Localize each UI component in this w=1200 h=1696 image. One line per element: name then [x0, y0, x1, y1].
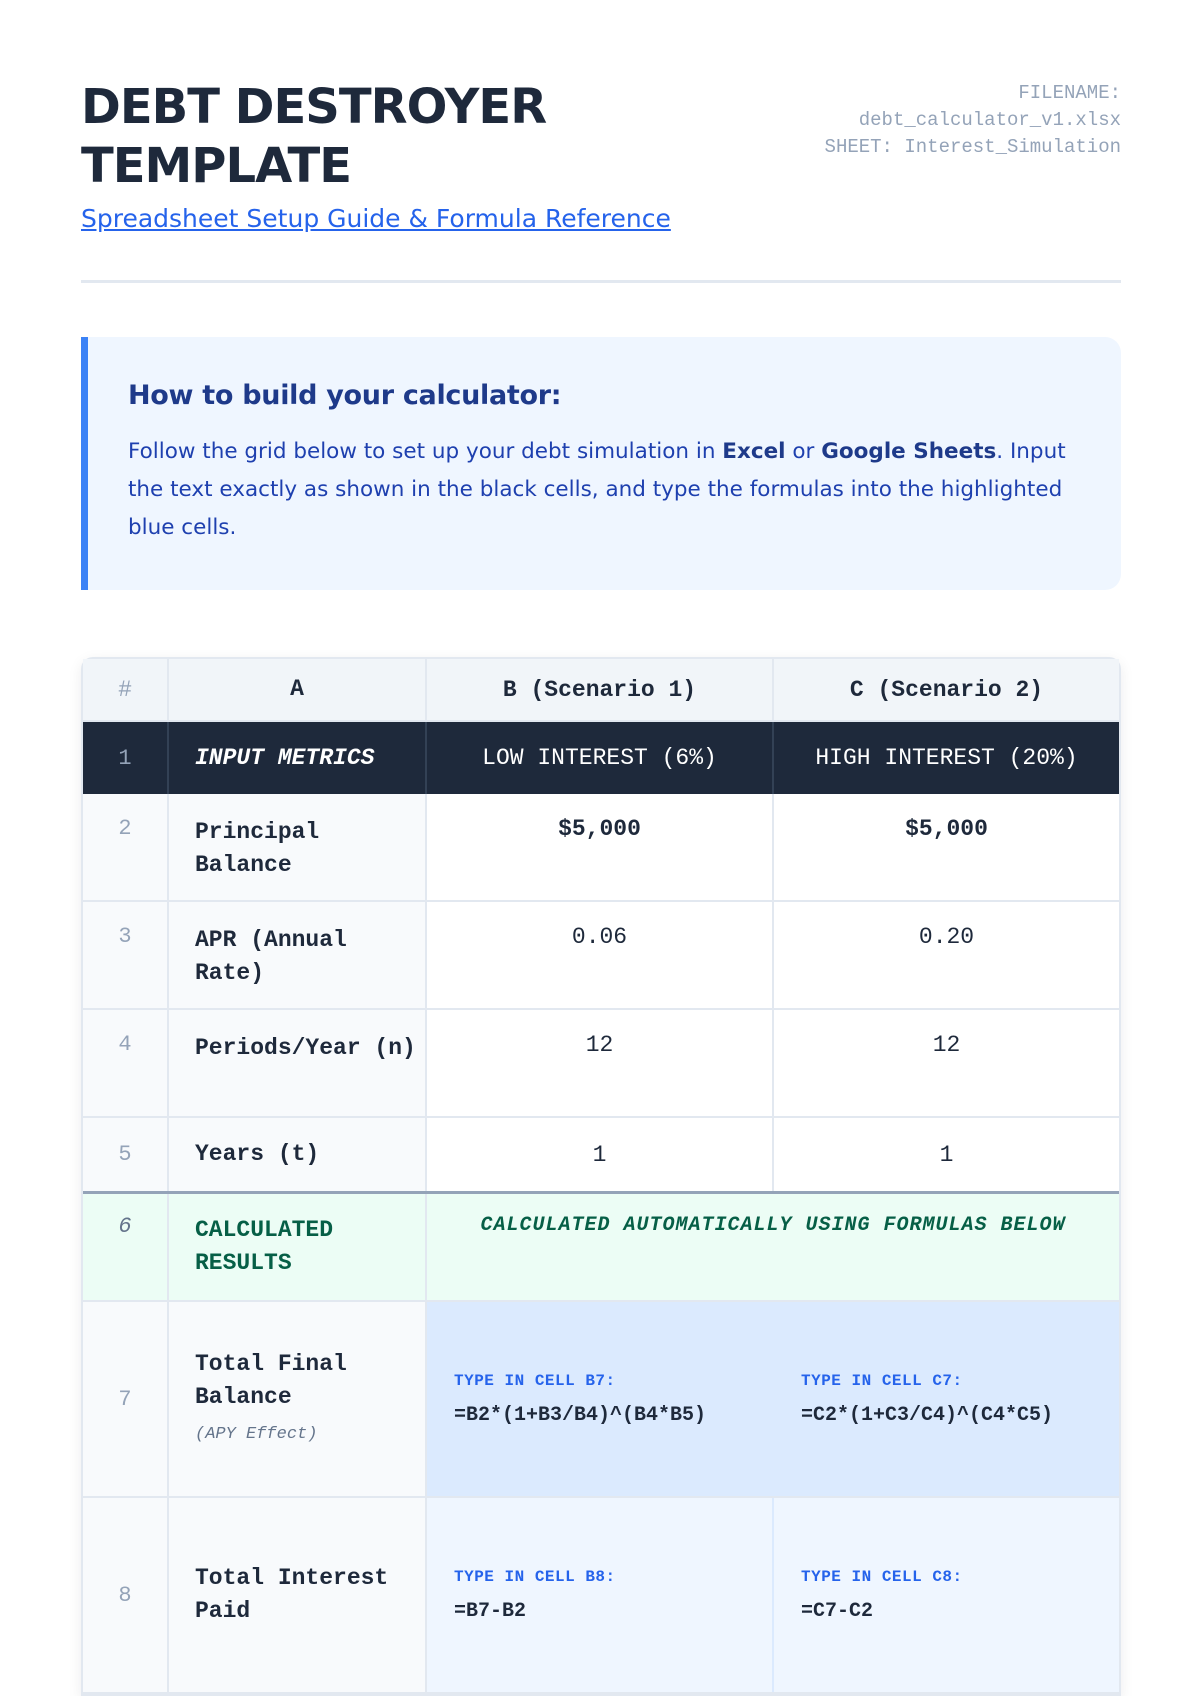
merged-cell-b6-c6[interactable]: CALCULATED AUTOMATICALLY USING FORMULAS BELOW — [427, 1194, 1119, 1300]
row-number: 8 — [83, 1498, 169, 1692]
page-header — [81, 78, 1121, 283]
column-header-b[interactable]: B (Scenario 1) — [427, 659, 774, 720]
file-info — [825, 80, 1121, 161]
google-sheets-label: Google Sheets — [821, 439, 997, 464]
column-header-a[interactable]: A — [169, 659, 427, 720]
row-number: 7 — [83, 1302, 169, 1496]
page-title: DEBT DESTROYER TEMPLATE — [81, 79, 547, 194]
type-in-cell-label: TYPE IN CELL B8: — [454, 1567, 616, 1586]
cell-a6[interactable]: CALCULATED RESULTS — [169, 1194, 427, 1300]
cell-a8[interactable]: Total Interest Paid — [169, 1498, 427, 1692]
type-in-cell-label: TYPE IN CELL B7: — [454, 1371, 616, 1390]
cell-a7-label: Total Final Balance — [195, 1350, 347, 1410]
excel-label: Excel — [722, 439, 786, 464]
row-number: 1 — [83, 722, 169, 794]
table-row — [83, 1118, 1119, 1194]
formula-c7: =C2*(1+C3/C4)^(C4*C5) — [801, 1403, 1054, 1427]
formula-b7: =B2*(1+B3/B4)^(B4*B5) — [454, 1403, 707, 1427]
table-row — [83, 902, 1119, 1010]
table-row — [83, 1010, 1119, 1118]
row-number: 2 — [83, 794, 169, 900]
formula-b8: =B7-B2 — [454, 1599, 527, 1623]
cell-c1[interactable]: HIGH INTEREST (20%) — [774, 722, 1119, 794]
cell-c4[interactable]: 12 — [774, 1010, 1119, 1116]
cell-b5[interactable]: 1 — [427, 1118, 774, 1191]
row-number: 6 — [83, 1194, 169, 1300]
type-in-cell-label: TYPE IN CELL C7: — [801, 1371, 963, 1390]
cell-c3[interactable]: 0.20 — [774, 902, 1119, 1008]
cell-b1[interactable]: LOW INTEREST (6%) — [427, 722, 774, 794]
type-in-cell-label: TYPE IN CELL C8: — [801, 1567, 963, 1586]
instructions-heading: How to build your calculator: — [128, 380, 562, 411]
cell-c7[interactable] — [774, 1302, 1119, 1496]
cell-c5[interactable]: 1 — [774, 1118, 1119, 1191]
instructions-text — [128, 433, 1081, 547]
column-header-row — [83, 659, 1119, 722]
cell-b8[interactable] — [427, 1498, 774, 1692]
table-row — [83, 794, 1119, 902]
table-row — [83, 722, 1119, 794]
filename-label: FILENAME: — [1018, 82, 1121, 104]
instructions-text-part: or — [785, 439, 822, 464]
spreadsheet-grid — [81, 657, 1121, 1696]
instructions-text-part: Follow the grid below to set up your debt simulation in — [128, 439, 723, 464]
column-header-c[interactable]: C (Scenario 2) — [774, 659, 1119, 720]
row-number: 5 — [83, 1118, 169, 1191]
formula-c8: =C7-C2 — [801, 1599, 874, 1623]
instructions-box — [81, 337, 1121, 590]
row-number: 3 — [83, 902, 169, 1008]
cell-a2[interactable]: Principal Balance — [169, 794, 427, 900]
cell-a7[interactable] — [169, 1302, 427, 1496]
apy-note: (APY Effect) — [195, 1424, 318, 1444]
cell-a5[interactable]: Years (t) — [169, 1118, 427, 1191]
cell-b3[interactable]: 0.06 — [427, 902, 774, 1008]
column-header-num[interactable]: # — [83, 659, 169, 720]
cell-c2[interactable]: $5,000 — [774, 794, 1119, 900]
table-row — [83, 1194, 1119, 1302]
table-row — [83, 1302, 1119, 1498]
sheet-name: SHEET: Interest_Simulation — [824, 136, 1121, 158]
filename: debt_calculator_v1.xlsx — [858, 109, 1121, 131]
table-row — [83, 1498, 1119, 1694]
cell-a1[interactable]: INPUT METRICS — [169, 722, 427, 794]
cell-a3[interactable]: APR (Annual Rate) — [169, 902, 427, 1008]
instructions-text-part: . Input the text exactly as shown in the black cells, and type the formulas into the highlighted blue cells. — [128, 439, 1066, 540]
cell-b4[interactable]: 12 — [427, 1010, 774, 1116]
cell-a4[interactable]: Periods/Year (n) — [169, 1010, 427, 1116]
cell-c8[interactable] — [774, 1498, 1119, 1692]
cell-b7[interactable] — [427, 1302, 774, 1496]
row-number: 4 — [83, 1010, 169, 1116]
cell-b2[interactable]: $5,000 — [427, 794, 774, 900]
subtitle-link[interactable]: Spreadsheet Setup Guide & Formula Reference — [81, 204, 671, 233]
